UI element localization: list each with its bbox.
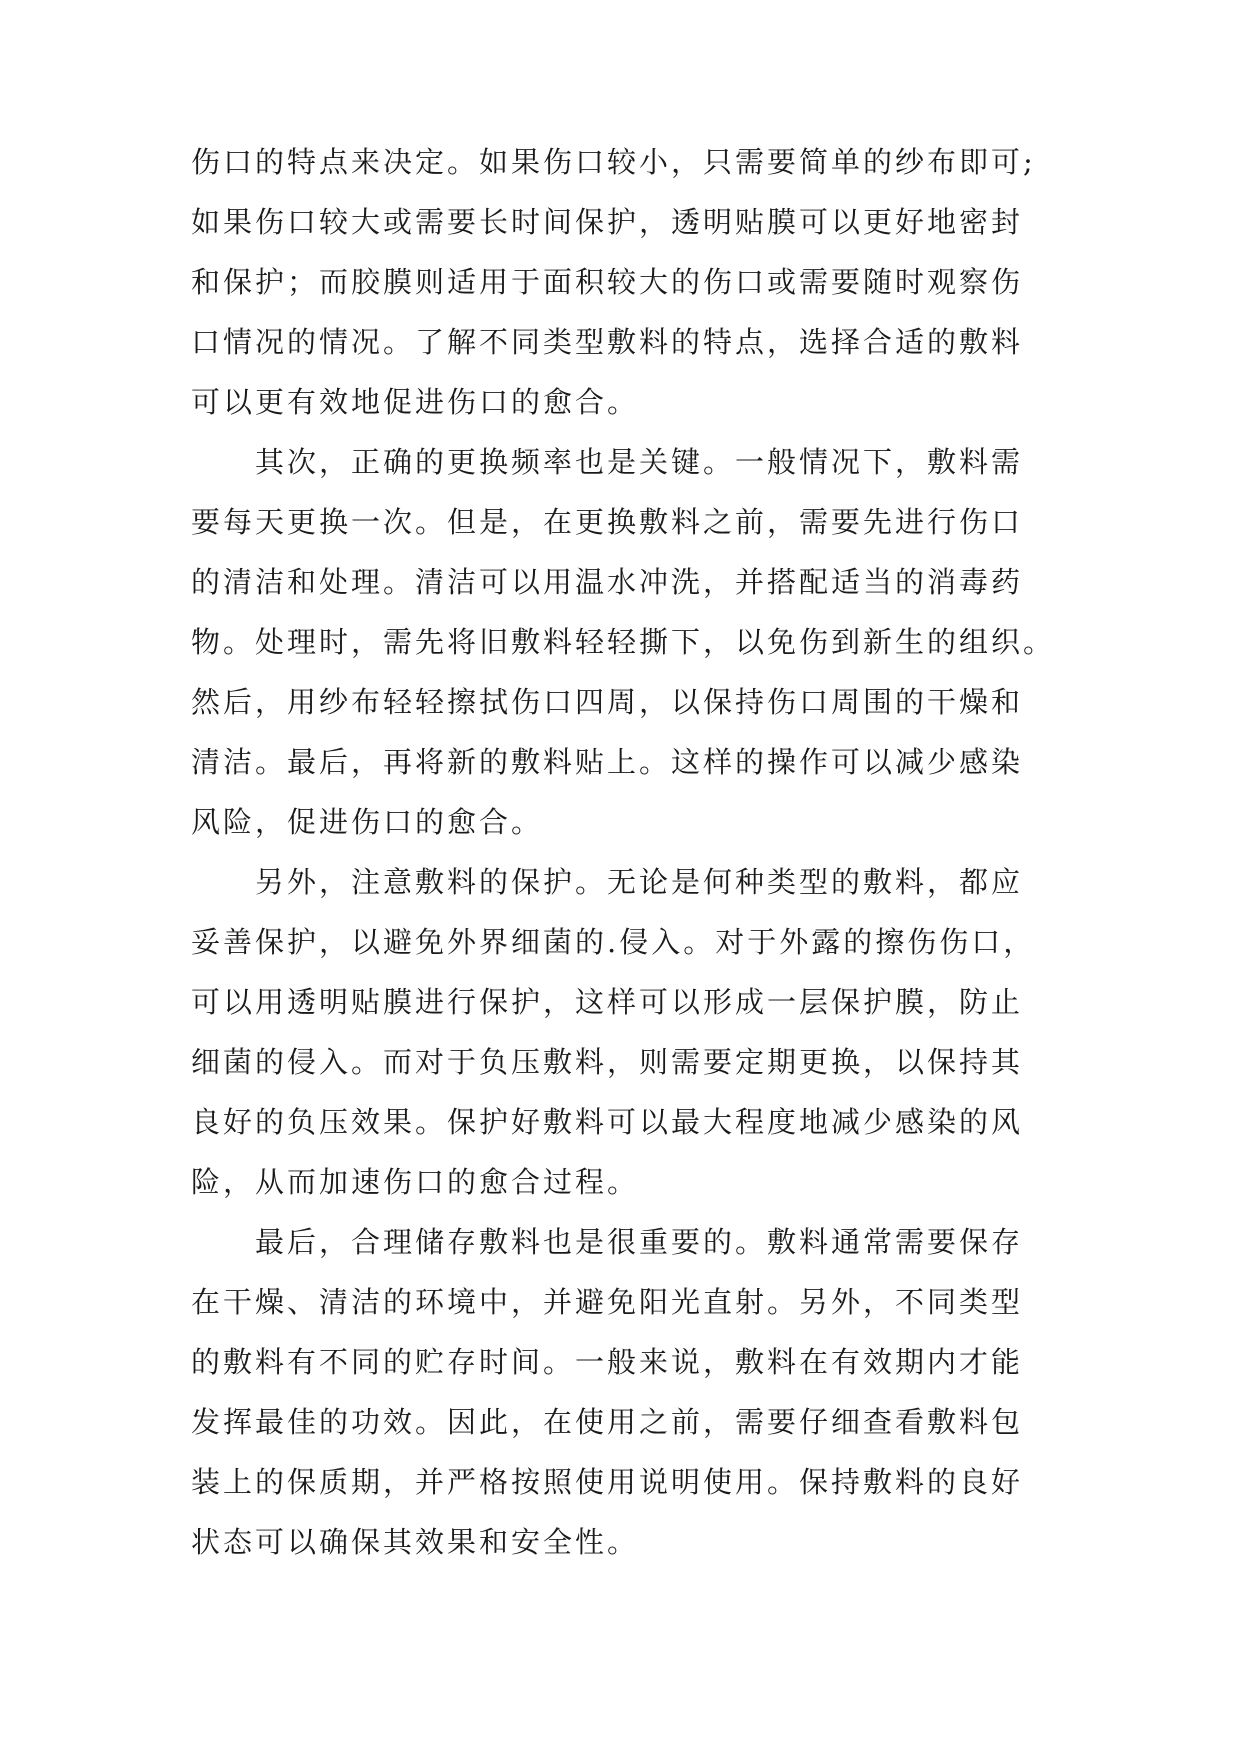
paragraph <box>191 852 1051 1212</box>
text-line: 在干燥、清洁的环境中，并避免阳光直射。另外，不同类型 <box>191 1285 1024 1319</box>
text-line: 可以更有效地促进伤口的愈合。 <box>191 385 640 419</box>
text-line: 装上的保质期，并严格按照使用说明使用。保持敷料的良好 <box>191 1465 1024 1499</box>
text-line: 状态可以确保其效果和安全性。 <box>191 1525 640 1559</box>
text-line: 如果伤口较大或需要长时间保护，透明贴膜可以更好地密封 <box>191 205 1024 239</box>
body-text <box>191 132 1056 1572</box>
paragraph <box>191 132 1051 432</box>
text-line: 的敷料有不同的贮存时间。一般来说，敷料在有效期内才能 <box>191 1345 1024 1379</box>
text-line: 另外，注意敷料的保护。无论是何种类型的敷料，都应 <box>255 865 1024 899</box>
text-line: 妥善保护，以避免外界细菌的.侵入。对于外露的擦伤伤口， <box>191 925 1036 959</box>
text-line: 伤口的特点来决定。如果伤口较小，只需要简单的纱布即可; <box>191 145 1036 179</box>
text-line: 要每天更换一次。但是，在更换敷料之前，需要先进行伤口 <box>191 505 1024 539</box>
text-line: 细菌的侵入。而对于负压敷料，则需要定期更换，以保持其 <box>191 1045 1024 1079</box>
text-line: 物。处理时，需先将旧敷料轻轻撕下，以免伤到新生的组织。 <box>191 625 1056 659</box>
text-line: 清洁。最后，再将新的敷料贴上。这样的操作可以减少感染 <box>191 745 1024 779</box>
text-line: 和保护；而胶膜则适用于面积较大的伤口或需要随时观察伤 <box>191 265 1024 299</box>
text-line: 其次，正确的更换频率也是关键。一般情况下，敷料需 <box>255 445 1024 479</box>
text-line: 可以用透明贴膜进行保护，这样可以形成一层保护膜，防止 <box>191 985 1024 1019</box>
text-line: 的清洁和处理。清洁可以用温水冲洗，并搭配适当的消毒药 <box>191 565 1024 599</box>
paragraph <box>191 432 1056 852</box>
text-line: 风险，促进伤口的愈合。 <box>191 805 544 839</box>
text-line: 发挥最佳的功效。因此，在使用之前，需要仔细查看敷料包 <box>191 1405 1024 1439</box>
paragraph <box>191 1212 1051 1572</box>
text-line: 口情况的情况。了解不同类型敷料的特点，选择合适的敷料 <box>191 325 1024 359</box>
text-line: 险，从而加速伤口的愈合过程。 <box>191 1165 640 1199</box>
text-line: 最后，合理储存敷料也是很重要的。敷料通常需要保存 <box>255 1225 1024 1259</box>
text-line: 然后，用纱布轻轻擦拭伤口四周，以保持伤口周围的干燥和 <box>191 685 1024 719</box>
text-line: 良好的负压效果。保护好敷料可以最大程度地减少感染的风 <box>191 1105 1024 1139</box>
